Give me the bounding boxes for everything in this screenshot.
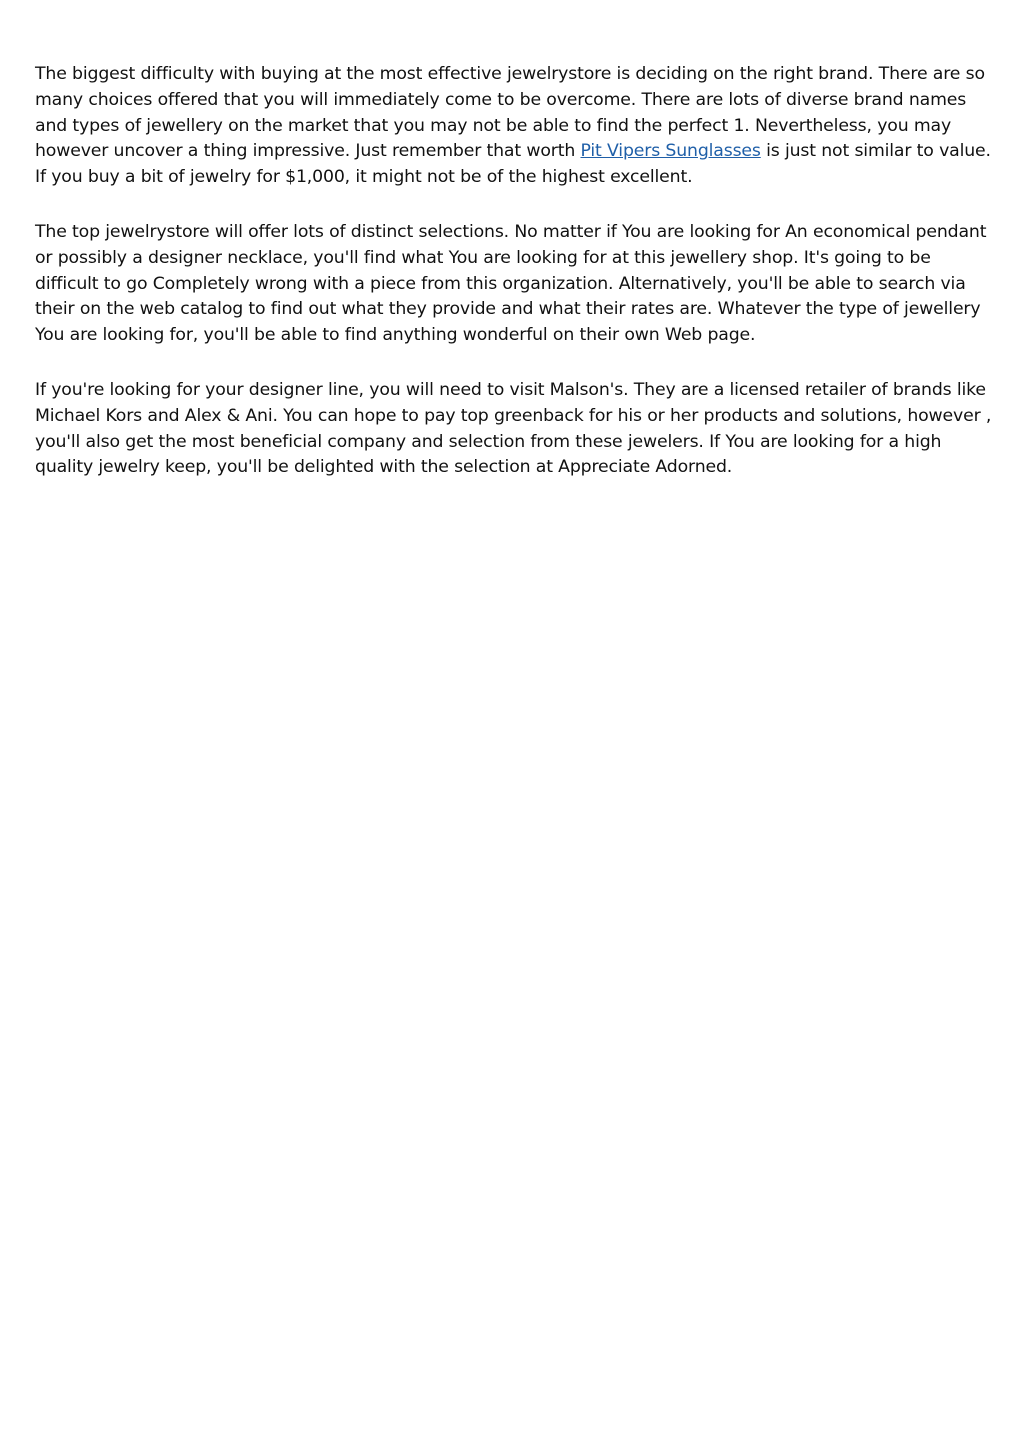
paragraph-1 bbox=[35, 62, 995, 191]
paragraph-1-text-before-link: The biggest difficulty with buying at the most effective jewelrystore is deciding on the right brand. There are so many choices offered that you will immediately come to be overcome. There are lots of diverse brand names and types of jewellery on the market that you may not be able to find the perfect 1. Nevertheless, you may however uncover a thing impressive. Just remember that worth bbox=[35, 64, 985, 162]
paragraph-2: The top jewelrystore will offer lots of distinct selections. No matter if You are looking for An economical pendant or possibly a designer necklace, you'll find what You are looking for at this jewellery shop. It's going to be difficult to go Completely wrong with a piece from this organization. Alternatively, you'll be able to search via their on the web catalog to find out what they provide and what their rates are. Whatever the type of jewellery You are looking for, you'll be able to find anything wonderful on their own Web page. bbox=[35, 221, 987, 346]
paragraph-1-text-after-link: is just not similar to value. If you buy a bit of jewelry for $1,000, it might not be of the highest excellent. bbox=[35, 141, 991, 188]
paragraph-3: If you're looking for your designer line, you will need to visit Malson's. They are a licensed retailer of brands like Michael Kors and Alex & Ani. You can hope to pay top greenback for his or her products and solutions, however , you'll also get the most beneficial company and selection from these jewelers. If You are looking for a high quality jewelry keep, you'll be delighted with the selection at Appreciate Adorned. bbox=[35, 379, 992, 478]
pit-vipers-sunglasses-link[interactable]: Pit Vipers Sunglasses bbox=[580, 141, 761, 162]
document-body bbox=[35, 62, 995, 510]
